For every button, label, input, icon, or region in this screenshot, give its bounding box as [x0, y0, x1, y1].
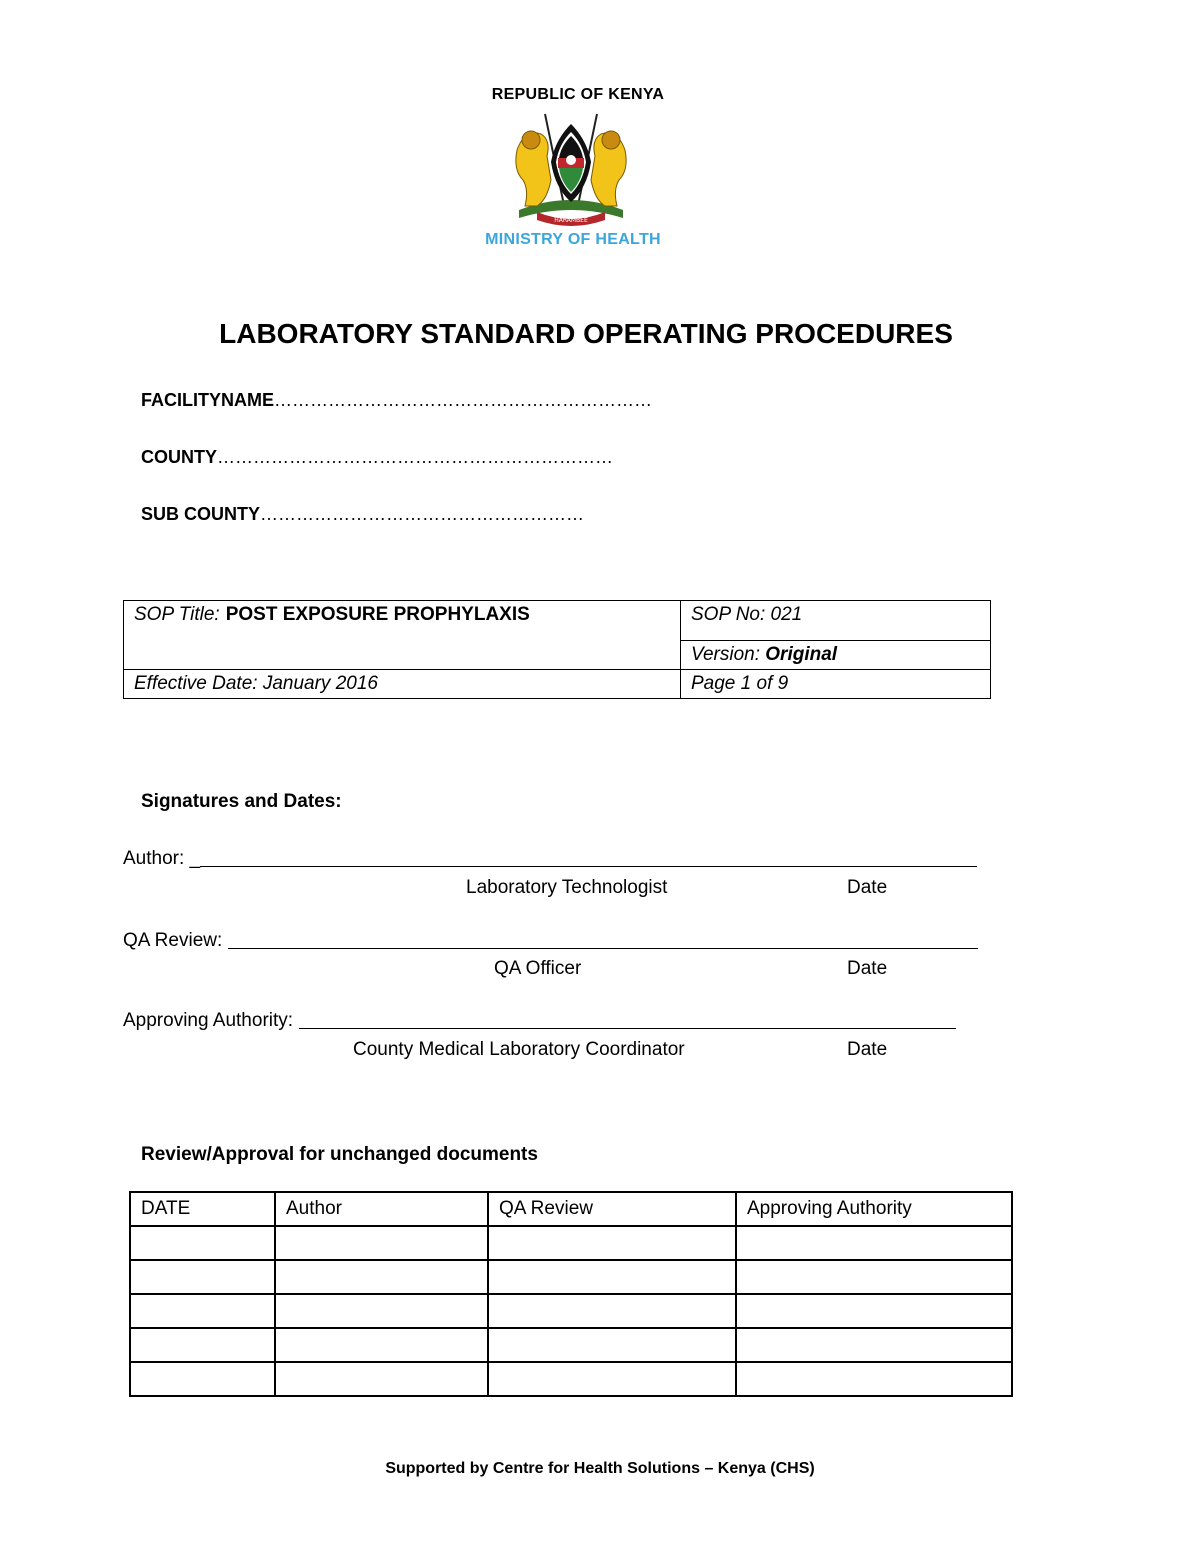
sop-title-cell: [124, 601, 681, 670]
table-cell[interactable]: [488, 1328, 736, 1362]
county-dots: …………………………………………………………: [217, 447, 613, 467]
column-qa-review: QA Review: [488, 1192, 736, 1226]
ministry-heading: MINISTRY OF HEALTH: [485, 231, 661, 248]
sop-version-cell: [681, 640, 991, 669]
qa-review-signature-row: [123, 930, 978, 952]
approving-date-label: Date: [847, 1039, 888, 1060]
table-cell[interactable]: [488, 1362, 736, 1396]
table-cell[interactable]: [736, 1294, 1012, 1328]
table-cell[interactable]: [130, 1294, 275, 1328]
author-role: Laboratory Technologist: [466, 877, 668, 898]
table-cell[interactable]: [736, 1362, 1012, 1396]
table-row: [130, 1260, 1012, 1294]
table-row: [130, 1328, 1012, 1362]
author-signature-line: [200, 865, 977, 867]
sop-version-label: Version:: [691, 643, 760, 665]
table-row: [130, 1294, 1012, 1328]
table-cell[interactable]: [275, 1226, 488, 1260]
crest-motto: HARAMBEE: [554, 217, 588, 224]
sop-number-cell: SOP No: 021: [681, 601, 991, 641]
review-table-header: [130, 1192, 1012, 1226]
sop-version-value: Original: [765, 643, 838, 665]
table-row: [130, 1362, 1012, 1396]
sub-county-field: [141, 504, 584, 525]
sub-county-dots: ………………………………………………: [260, 504, 585, 524]
county-label: COUNTY: [141, 447, 217, 467]
table-cell[interactable]: [488, 1226, 736, 1260]
table-cell[interactable]: [130, 1226, 275, 1260]
column-approving-authority: Approving Authority: [736, 1192, 1012, 1226]
kenya-coat-of-arms-icon: [507, 110, 635, 228]
author-date-label: Date: [847, 877, 888, 898]
table-cell[interactable]: [275, 1328, 488, 1362]
signatures-heading: Signatures and Dates:: [141, 791, 342, 812]
republic-heading: REPUBLIC OF KENYA: [491, 86, 665, 103]
document-title: LABORATORY STANDARD OPERATING PROCEDURES: [219, 318, 953, 349]
approving-authority-signature-line: [299, 1027, 956, 1029]
author-signature-label: Author: _: [123, 848, 201, 869]
column-date: DATE: [130, 1192, 275, 1226]
review-approval-heading: Review/Approval for unchanged documents: [141, 1144, 538, 1165]
table-cell[interactable]: [275, 1294, 488, 1328]
county-coordinator-role: County Medical Laboratory Coordinator: [353, 1039, 685, 1060]
table-cell[interactable]: [130, 1328, 275, 1362]
author-signature-row: [123, 848, 977, 870]
table-cell[interactable]: [130, 1260, 275, 1294]
qa-review-signature-label: QA Review:: [123, 930, 223, 951]
facility-name-label: FACILITYNAME: [141, 390, 274, 410]
table-row: [130, 1226, 1012, 1260]
table-cell[interactable]: [130, 1362, 275, 1396]
table-cell[interactable]: [275, 1362, 488, 1396]
approving-authority-signature-label: Approving Authority:: [123, 1010, 294, 1031]
qa-officer-role: QA Officer: [494, 958, 582, 979]
county-field: [141, 447, 613, 468]
review-approval-table: [129, 1191, 1013, 1397]
sop-info-table: [123, 600, 991, 699]
sub-county-label: SUB COUNTY: [141, 504, 261, 524]
approving-authority-signature-row: [123, 1010, 956, 1032]
sop-title-value: POST EXPOSURE PROPHYLAXIS: [225, 604, 530, 625]
table-cell[interactable]: [736, 1226, 1012, 1260]
table-cell[interactable]: [736, 1260, 1012, 1294]
table-cell[interactable]: [488, 1260, 736, 1294]
footer-support-text: Supported by Centre for Health Solutions – Kenya (CHS): [385, 1460, 815, 1477]
sop-effective-date-cell: Effective Date: January 2016: [124, 670, 681, 699]
facility-name-dots: ………………………………………………………: [274, 390, 652, 410]
sop-title-label: SOP Title:: [134, 604, 220, 625]
sop-page-cell: Page 1 of 9: [681, 670, 991, 699]
qa-review-signature-line: [228, 947, 978, 949]
facility-name-field: [141, 390, 652, 411]
table-cell[interactable]: [275, 1260, 488, 1294]
column-author: Author: [275, 1192, 488, 1226]
table-cell[interactable]: [488, 1294, 736, 1328]
table-cell[interactable]: [736, 1328, 1012, 1362]
qa-date-label: Date: [847, 958, 888, 979]
